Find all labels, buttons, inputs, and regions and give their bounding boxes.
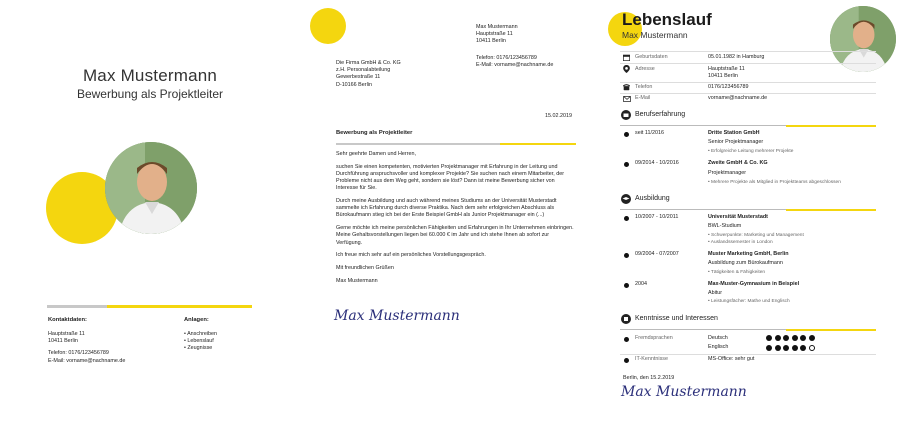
rating-dot-filled xyxy=(783,345,789,351)
personal-value-line: Hauptstraße 11 xyxy=(708,66,745,72)
contact-line: Telefon: 0176/123456789 xyxy=(48,350,109,357)
closing: Mit freundlichen Grüßen xyxy=(336,264,394,271)
timeline-dot xyxy=(624,337,629,342)
education-role: Abitur xyxy=(708,290,723,296)
letter-paragraph: Ich freue mich sehr auf ein persönliches Vorstellungsgespräch. xyxy=(336,252,486,259)
section-heading-education: Ausbildung xyxy=(635,195,670,202)
attachments-list xyxy=(184,331,217,353)
graduation-cap-icon xyxy=(621,194,631,204)
timeline-dot xyxy=(624,358,629,363)
education-role: Ausbildung zum Bürokaufmann xyxy=(708,260,783,266)
section-divider xyxy=(620,329,876,330)
personal-value xyxy=(708,66,745,80)
education-bullet: • Auslandssemester in London xyxy=(708,240,773,245)
section-heading-skills: Kenntnisse und Interessen xyxy=(635,315,718,322)
timeline-dot xyxy=(624,283,629,288)
experience-role: Senior Projektmanager xyxy=(708,139,764,145)
place-date: Berlin, den 15.2.2019 xyxy=(623,375,675,381)
sender-contact-line: E-Mail: vorname@nachname.de xyxy=(476,62,554,69)
letter-subject: Bewerbung als Projektleiter xyxy=(336,130,413,136)
personal-value: vorname@nachname.de xyxy=(708,95,768,101)
personal-value: 05.01.1982 in Hamburg xyxy=(708,54,765,60)
sender-line: Max Mustermann xyxy=(476,24,518,30)
experience-bullet: • Erfolgreiche Leitung mehrerer Projekte xyxy=(708,149,794,154)
row-divider xyxy=(620,354,876,355)
rating-dot-filled xyxy=(775,345,781,351)
section-heading-experience: Berufserfahrung xyxy=(635,111,686,118)
yellow-circle-decoration xyxy=(310,8,346,44)
education-title: Universität Musterstadt xyxy=(708,214,768,220)
section-divider xyxy=(620,125,876,126)
personal-value-line: 10411 Berlin xyxy=(708,73,738,80)
envelope-icon xyxy=(623,96,631,102)
cover-name: Max Mustermann xyxy=(82,66,218,85)
subject-yellow-bar xyxy=(500,143,576,145)
row-divider xyxy=(620,93,876,94)
cover-letter-page xyxy=(295,0,595,425)
sender-line: 10411 Berlin xyxy=(476,38,506,45)
education-date: 09/2004 - 07/2007 xyxy=(635,251,679,257)
phone-icon xyxy=(623,84,630,91)
briefcase-icon xyxy=(621,110,631,120)
skills-label-it: IT-Kenntnisse xyxy=(635,356,668,362)
timeline-dot xyxy=(624,216,629,221)
recipient-line: Die Firma GmbH & Co. KG xyxy=(336,60,401,66)
experience-bullet: • Mehrere Projekte als Mitglied in Projektteams abgeschlossen xyxy=(708,180,841,185)
row-divider xyxy=(620,51,876,52)
language-rating-1 xyxy=(766,344,826,352)
rating-dot-filled xyxy=(800,345,806,351)
cv-signature: Max Mustermann xyxy=(621,384,747,400)
personal-label: Telefon xyxy=(635,84,653,90)
education-bullet: • Schwerpunkte: Marketing und Management xyxy=(708,233,804,238)
letter-paragraph: Gerne möchte ich meine persönlichen Fähigkeiten und Erfahrungen in Ihr Unternehmen einbringen. Meine Gehaltsvorstellungen liegen bei 60.000 € im Jahr und ich stehe Ihnen ab sofort zur Verfügung. xyxy=(336,225,574,246)
recipient-line: z.H. Personalabteilung xyxy=(336,67,391,74)
rating-dot-filled xyxy=(783,335,789,341)
cover-page xyxy=(0,0,290,425)
sender-contact xyxy=(476,55,553,69)
recipient-address xyxy=(336,60,401,89)
sender-line: Hauptstraße 11 xyxy=(476,31,513,38)
cv-title: Lebenslauf xyxy=(622,10,712,29)
attachments-heading: Anlagen: xyxy=(184,317,209,323)
cv-name: Max Mustermann xyxy=(622,30,688,40)
contact-line: Hauptstraße 11 xyxy=(48,331,85,337)
letter-paragraph: suchen Sie einen kompetenten, motivierten Projektmanager mit Erfahrung in der Leitung und Durchführung anspruchsvoller und komplexer Projekte? Sie suchen nach einem Mitarbeiter, der Probleme nicht aus dem Weg geht, sondern sie löst? Dann ist meine Bewerbung sicher von Interesse für Sie. xyxy=(336,163,565,192)
language-name: Deutsch xyxy=(708,335,728,341)
education-date: 2004 xyxy=(635,281,647,287)
attachment-item: • Anschreiben xyxy=(184,331,218,337)
puzzle-icon xyxy=(621,314,631,324)
education-bullet: • Leistungsfächer: Mathe und Englisch xyxy=(708,299,790,304)
location-pin-icon xyxy=(623,65,630,73)
contact-line: E-Mail: vorname@nachname.de xyxy=(48,357,126,364)
language-rating-0 xyxy=(766,334,826,342)
profile-photo xyxy=(105,142,197,234)
contact-heading: Kontaktdaten: xyxy=(48,317,87,323)
rating-dot-filled xyxy=(800,335,806,341)
row-divider xyxy=(620,82,876,83)
recipient-line: D-10166 Berlin xyxy=(336,81,372,88)
timeline-dot xyxy=(624,253,629,258)
timeline-dot xyxy=(624,162,629,167)
personal-label: Adresse xyxy=(635,66,655,72)
row-divider xyxy=(620,63,876,64)
divider-yellow-bar xyxy=(107,305,252,308)
sender-address xyxy=(476,24,518,46)
education-title: Max-Muster-Gymnasium in Beispiel xyxy=(708,281,800,287)
experience-title: Dritte Station GmbH xyxy=(708,130,760,136)
rating-dot-filled xyxy=(766,335,772,341)
salutation: Sehr geehrte Damen und Herren, xyxy=(336,151,417,157)
experience-title: Zweite GmbH & Co. KG xyxy=(708,160,768,166)
contact-line: 10411 Berlin xyxy=(48,338,78,345)
language-name: Englisch xyxy=(708,344,729,350)
letter-body xyxy=(336,151,576,290)
personal-value: 0176/123456789 xyxy=(708,84,749,90)
attachment-item: • Lebenslauf xyxy=(184,338,214,345)
experience-date: 09/2014 - 10/2016 xyxy=(635,160,679,166)
personal-label: Geburtsdaten xyxy=(635,54,668,60)
contact-details xyxy=(48,331,125,365)
education-date: 10/2007 - 10/2011 xyxy=(635,214,679,220)
section-divider xyxy=(620,209,876,210)
education-bullet: • Tätigkeiten & Fähigkeiten xyxy=(708,270,766,275)
rating-dot-filled xyxy=(766,345,772,351)
timeline-dot xyxy=(624,132,629,137)
cv-page xyxy=(600,0,898,425)
letter-signature: Max Mustermann xyxy=(334,308,460,324)
rating-dot-filled xyxy=(792,345,798,351)
personal-label: E-Mail xyxy=(635,95,651,101)
calendar-icon xyxy=(623,54,630,61)
letter-paragraph: Durch meine Ausbildung und auch während meines Studiums an der Universität Musterstadt sammelte ich Erfahrung durch diverse Praktika. Nach dem sehr erfolgreichen Abschluss als Bürokaufmann stieg ich bei der Erste Beispiel GmbH als Junior Projektmanager ein (...) xyxy=(336,198,557,219)
rating-dot-empty xyxy=(809,345,815,351)
letter-date: 15.02.2019 xyxy=(545,113,572,119)
rating-dot-filled xyxy=(792,335,798,341)
rating-dot-filled xyxy=(809,335,815,341)
skills-label-languages: Fremdsprachen xyxy=(635,335,673,341)
attachment-item: • Zeugnisse xyxy=(184,345,213,352)
it-skills-value: MS-Office: sehr gut xyxy=(708,356,755,362)
sender-contact-line: Telefon: 0176/123456789 xyxy=(476,55,537,61)
experience-date: seit 11/2016 xyxy=(635,130,664,136)
closing-name: Max Mustermann xyxy=(336,277,378,284)
education-role: BWL-Studium xyxy=(708,223,742,229)
recipient-line: Gewerbestraße 11 xyxy=(336,74,381,81)
experience-role: Projektmanager xyxy=(708,170,747,176)
rating-dot-filled xyxy=(775,335,781,341)
education-title: Muster Marketing GmbH, Berlin xyxy=(708,251,789,257)
cover-subtitle: Bewerbung als Projektleiter xyxy=(76,87,224,101)
